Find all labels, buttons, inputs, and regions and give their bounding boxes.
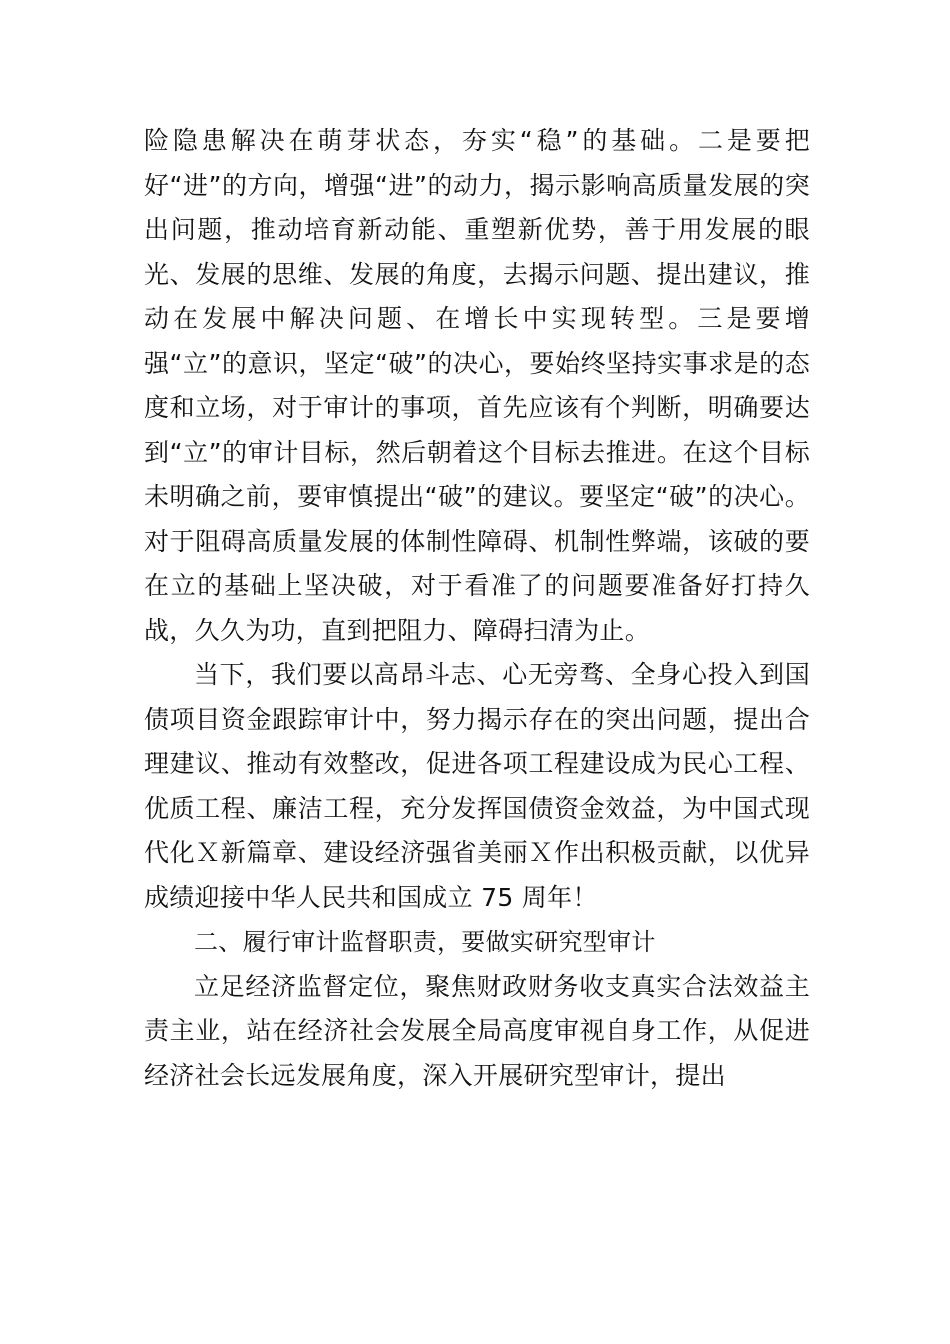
paragraph-continuation: 险隐患解决在萌芽状态，夯实“稳”的基础。二是要把好“进”的方向，增强“进”的动力，揭示影响高质量发展的突出问题，推动培育新动能、重塑新优势，善于用发展的眼光、发展的思维、发展的角度，去揭示问题、提出建议，推动在发展中解决问题、在增长中实现转型。三是要增强“立”的意识，坚定“破”的决心，要始终坚持实事求是的态度和立场，对于审计的事项，首先应该有个判断，明确要达到“立”的审计目标，然后朝着这个目标去推进。在这个目标未明确之前，要审慎提出“破”的建议。要坚定“破”的决心。对于阻碍高质量发展的体制性障碍、机制性弊端，该破的要在立的基础上坚决破，对于看准了的问题要准备好打持久战，久久为功，直到把阻力、障碍扫清为止。 [144,126,810,645]
section-heading: 二、履行审计监督职责，要做实研究型审计 [194,928,656,956]
paragraph-body: 当下，我们要以高昂斗志、心无旁骛、全身心投入到国债项目资金跟踪审计中，努力揭示存在的突出问题，提出合理建议、推动有效整改，促进各项工程建设成为民心工程、优质工程、廉洁工程，充分发挥国债资金效益，为中国式现代化Ｘ新篇章、建设经济强省美丽Ｘ作出积极贡献，以优异成绩迎接中华人民共和国成立 75 周年！ [144,660,810,912]
paragraph-body: 立足经济监督定位，聚焦财政财务收支真实合法效益主责主业，站在经济社会发展全局高度审视自身工作，从促进经济社会长远发展角度，深入开展研究型审计，提出 [144,971,810,1090]
document-body [144,119,810,1098]
